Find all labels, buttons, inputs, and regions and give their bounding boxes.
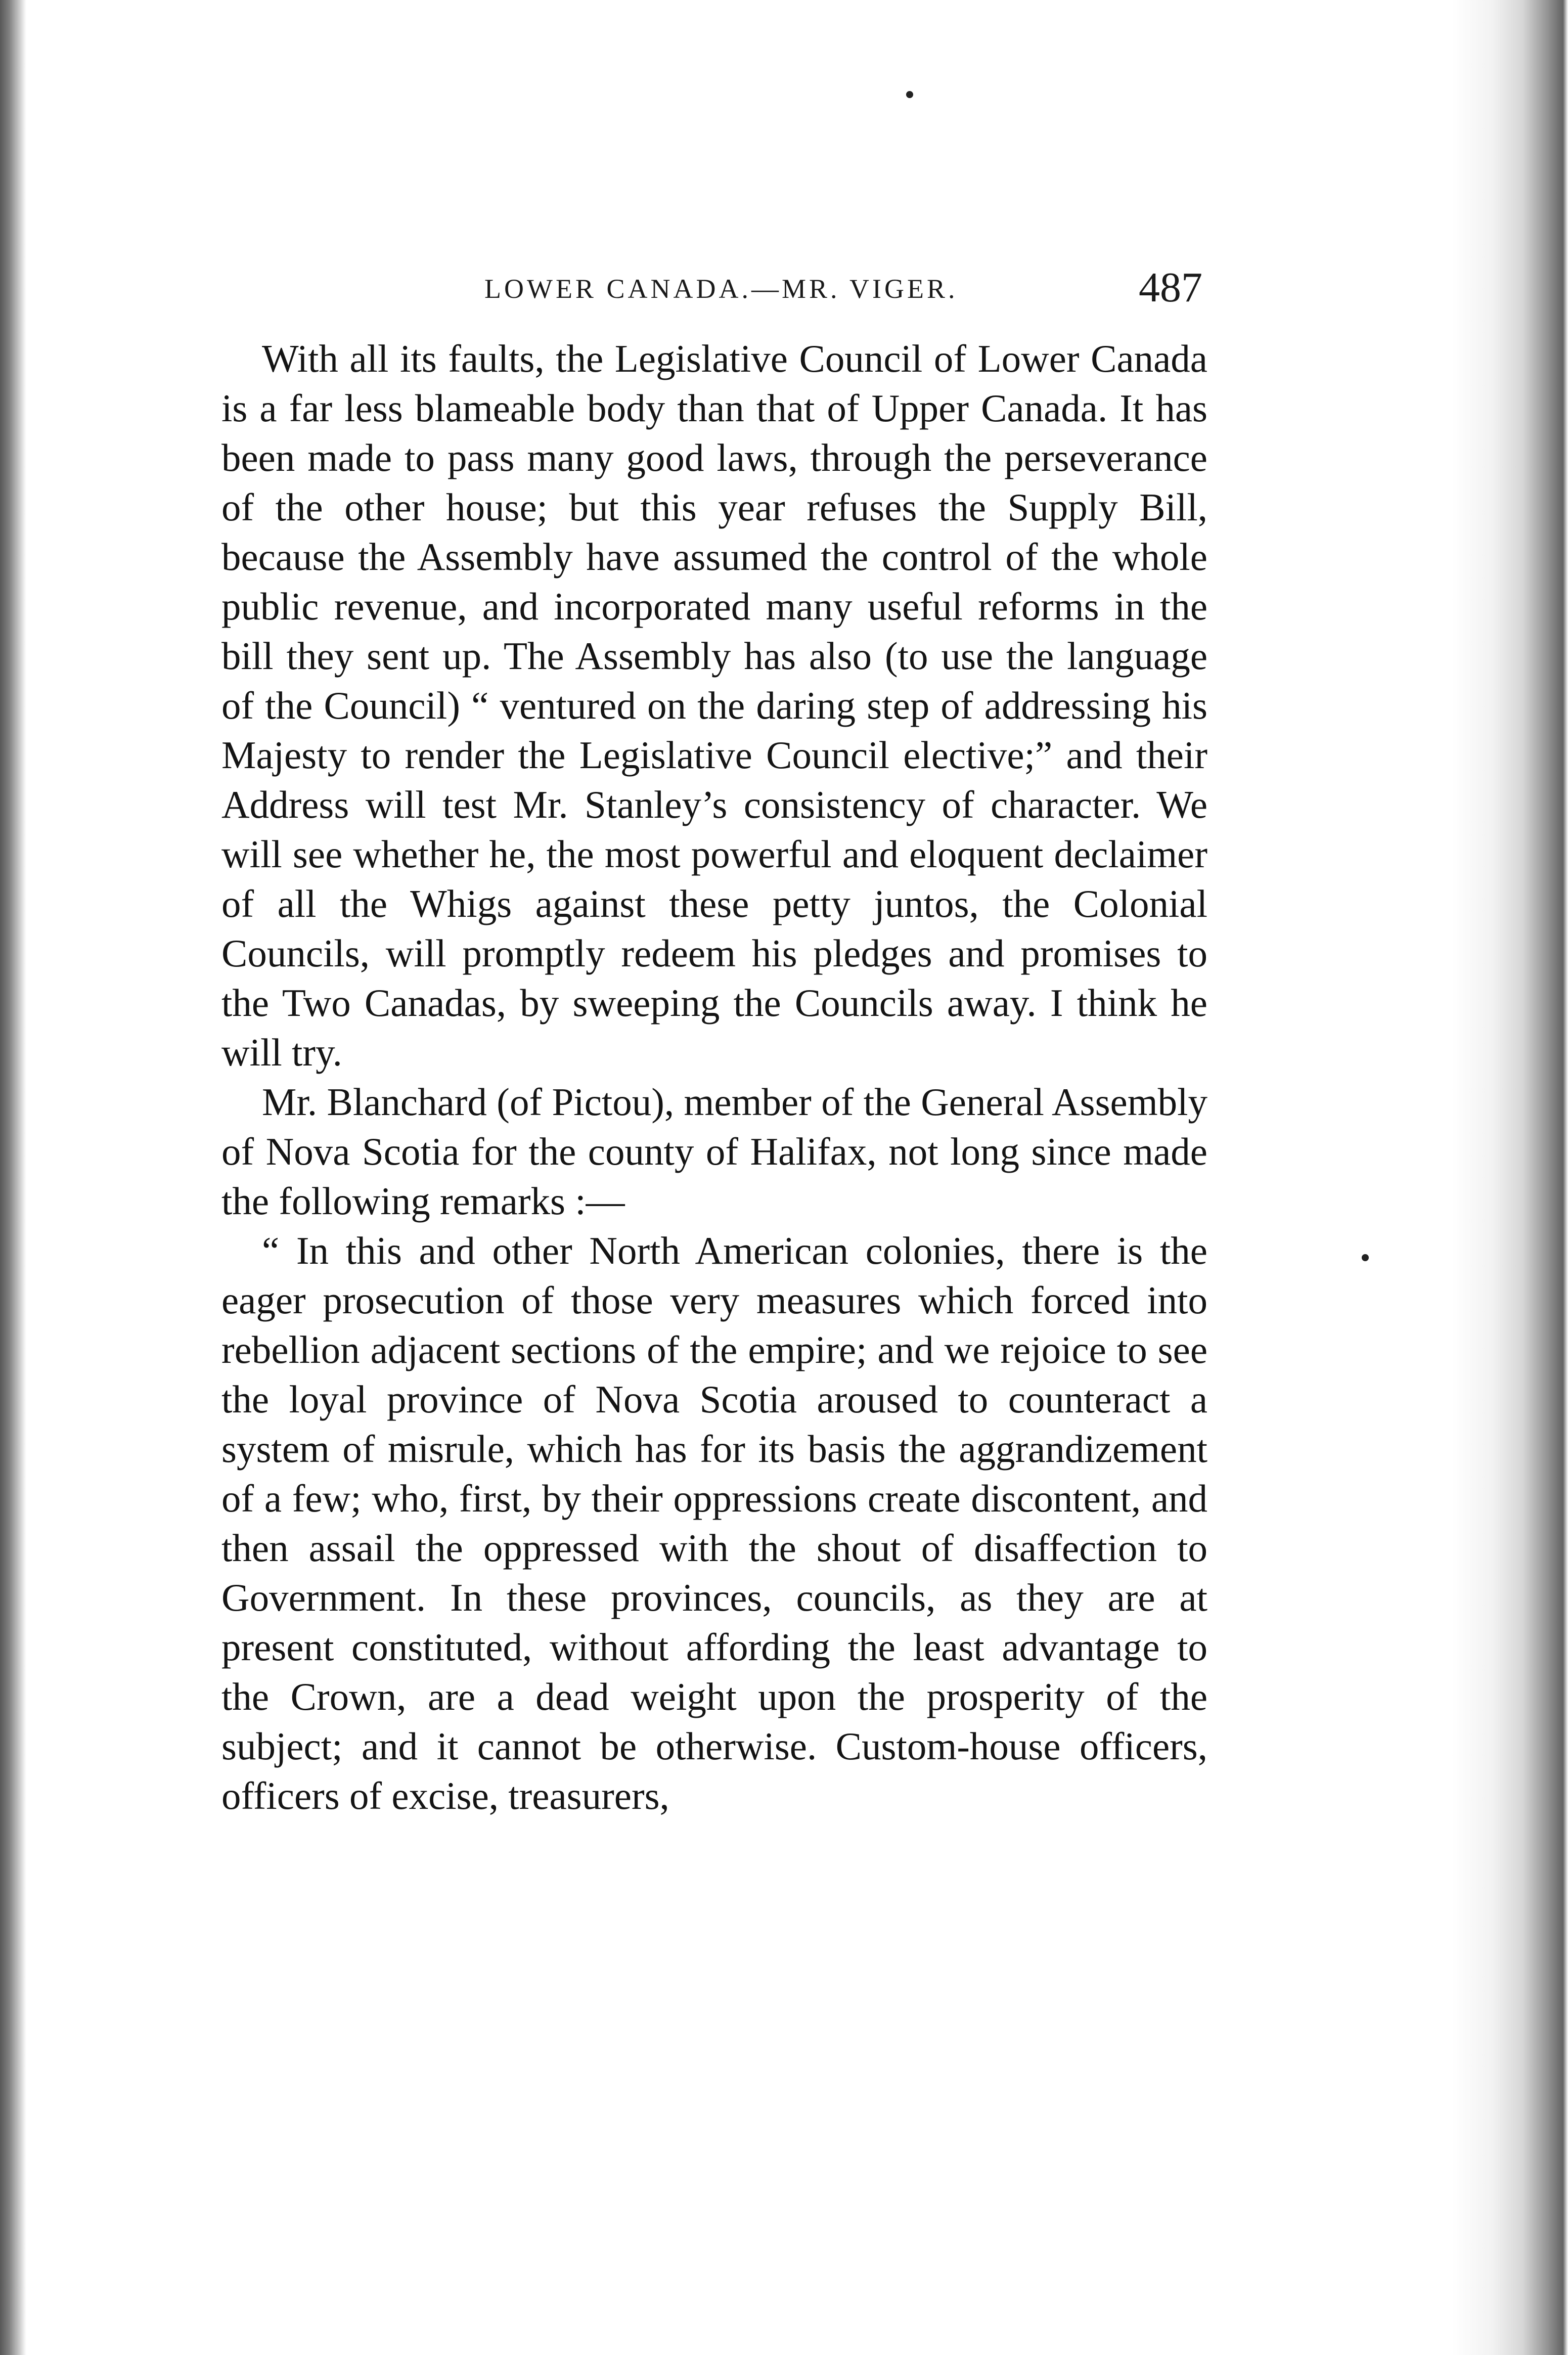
scan-binding-edge-left	[0, 0, 26, 2355]
paragraph-legislative-council: With all its faults, the Legislative Council of Lower Canada is a far less blameable body than that of Upper Canada. It has been made to pass many good laws, through the perseverance of the other house; but this year refuses the Supply Bill, because the Assembly have assumed the control of the whole public revenue, and incorporated many useful reforms in the bill they sent up. The Assembly has also (to use the language of the Council) “ ventured on the daring step of addressing his Majesty to render the Legislative Council elective;” and their Address will test Mr. Stanley’s consistency of character. We will see whether he, the most powerful and eloquent declaimer of all the Whigs against these petty juntos, the Colonial Councils, will promptly redeem his pledges and promises to the Two Canadas, by sweeping the Councils away. I think he will try.	[221, 337, 1207, 1074]
ink-mark-margin	[1362, 1254, 1369, 1261]
ink-mark-top	[906, 91, 913, 98]
book-page	[221, 263, 1207, 1820]
paragraph-blanchard: Mr. Blanchard (of Pictou), member of the General Assembly of Nova Scotia for the county of Halifax, not long since made the following remarks :—	[221, 1080, 1207, 1223]
running-title: LOWER CANADA.—MR. VIGER.	[484, 274, 958, 304]
paragraph-quotation: “ In this and other North American colonies, there is the eager prosecution of those very measures which forced into rebellion adjacent sections of the empire; and we rejoice to see the loyal province of Nova Scotia aroused to counteract a system of misrule, which has for its basis the aggrandizement of a few; who, first, by their oppressions create discontent, and then assail the oppressed with the shout of disaffection to Government. In these provinces, councils, as they are at present constituted, without affording the least advantage to the Crown, are a dead weight upon the prosperity of the subject; and it cannot be otherwise. Custom-house officers, officers of excise, treasurers,	[221, 1229, 1207, 1817]
scan-page-edge-right	[1452, 0, 1568, 2355]
page-number: 487	[1139, 264, 1202, 311]
running-head	[221, 263, 1207, 319]
